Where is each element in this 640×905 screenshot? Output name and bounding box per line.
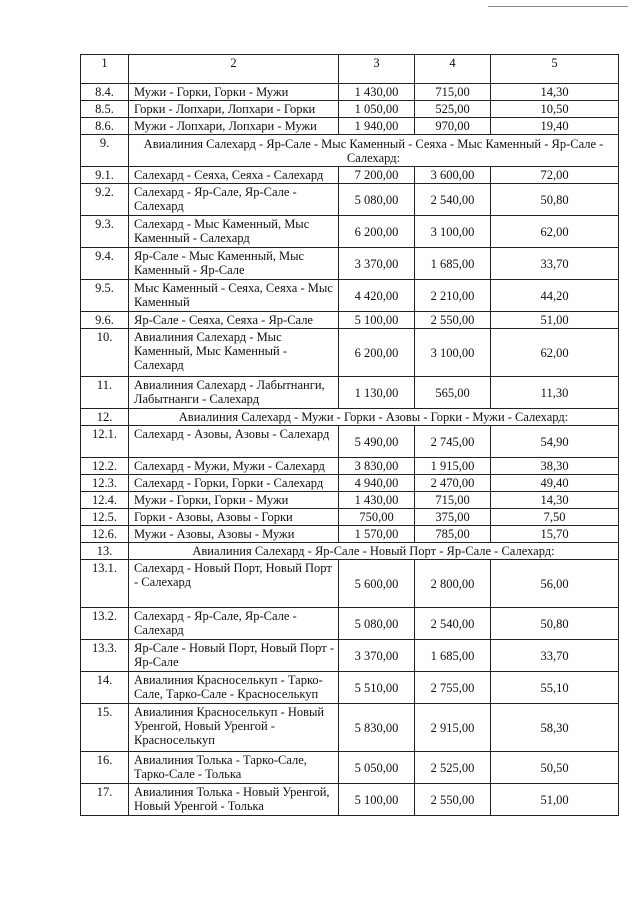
table-row: [81, 248, 619, 280]
header-row: [81, 55, 619, 84]
table-row: [81, 672, 619, 704]
row-number: 10.: [81, 329, 129, 377]
fare-col5: 33,70: [491, 248, 619, 280]
fare-col4: 2 550,00: [415, 312, 491, 329]
table-row: [81, 84, 619, 101]
row-number: 11.: [81, 377, 129, 409]
route-description: Авиалиния Толька - Тарко-Сале, Тарко-Сале - Толька: [129, 752, 339, 784]
row-number: 14.: [81, 672, 129, 704]
route-description: Салехард - Яр-Сале, Яр-Сале - Салехард: [129, 608, 339, 640]
table-row: [81, 426, 619, 458]
fare-col5: 56,00: [491, 560, 619, 608]
fare-col3: 4 420,00: [339, 280, 415, 312]
fare-col4: 2 755,00: [415, 672, 491, 704]
fare-col3: 3 830,00: [339, 458, 415, 475]
fare-col4: 2 540,00: [415, 184, 491, 216]
fare-col3: 1 570,00: [339, 526, 415, 543]
fare-col5: 33,70: [491, 640, 619, 672]
fare-col3: 5 510,00: [339, 672, 415, 704]
table-row: [81, 458, 619, 475]
row-number: 13.3.: [81, 640, 129, 672]
route-description: Салехард - Мыс Каменный, Мыс Каменный - Салехард: [129, 216, 339, 248]
route-description: Мужи - Горки, Горки - Мужи: [129, 84, 339, 101]
row-number: 12.1.: [81, 426, 129, 458]
fare-col5: 50,50: [491, 752, 619, 784]
fare-col3: 5 830,00: [339, 704, 415, 752]
row-number: 12.3.: [81, 475, 129, 492]
fare-col4: 715,00: [415, 84, 491, 101]
route-description: Авиалиния Толька - Новый Уренгой, Новый Уренгой - Толька: [129, 784, 339, 816]
row-number: 17.: [81, 784, 129, 816]
header-cell: 5: [491, 55, 619, 84]
fare-col4: 3 100,00: [415, 329, 491, 377]
section-title: Авиалиния Салехард - Яр-Сале - Новый Порт - Яр-Сале - Салехард:: [129, 543, 619, 560]
fare-col5: 7,50: [491, 509, 619, 526]
table-row: [81, 280, 619, 312]
route-description: Салехард - Сеяха, Сеяха - Салехард: [129, 167, 339, 184]
header-cell: 3: [339, 55, 415, 84]
fare-col4: 2 800,00: [415, 560, 491, 608]
route-description: Яр-Сале - Новый Порт, Новый Порт - Яр-Сале: [129, 640, 339, 672]
route-description: Авиалиния Красноселькуп - Новый Уренгой, Новый Уренгой - Красноселькуп: [129, 704, 339, 752]
row-number: 13.2.: [81, 608, 129, 640]
fare-col3: 1 940,00: [339, 118, 415, 135]
header-cell: 2: [129, 55, 339, 84]
fare-col5: 51,00: [491, 784, 619, 816]
fare-col4: 525,00: [415, 101, 491, 118]
row-number: 9.6.: [81, 312, 129, 329]
fare-col5: 50,80: [491, 184, 619, 216]
fare-col3: 5 490,00: [339, 426, 415, 458]
row-number: 9.1.: [81, 167, 129, 184]
fare-col4: 715,00: [415, 492, 491, 509]
fare-col3: 7 200,00: [339, 167, 415, 184]
table-row: [81, 509, 619, 526]
fare-col3: 1 130,00: [339, 377, 415, 409]
fare-col5: 54,90: [491, 426, 619, 458]
table-row: [81, 752, 619, 784]
route-description: Мужи - Азовы, Азовы - Мужи: [129, 526, 339, 543]
fare-col5: 50,80: [491, 608, 619, 640]
fare-col4: 1 685,00: [415, 248, 491, 280]
row-number: 9.: [81, 135, 129, 167]
route-description: Горки - Лопхари, Лопхари - Горки: [129, 101, 339, 118]
fare-col4: 375,00: [415, 509, 491, 526]
table-row: [81, 118, 619, 135]
fare-col3: 5 100,00: [339, 784, 415, 816]
header-cell: 1: [81, 55, 129, 84]
fare-col3: 5 100,00: [339, 312, 415, 329]
top-rule: [488, 6, 628, 7]
route-description: Салехард - Мужи, Мужи - Салехард: [129, 458, 339, 475]
row-number: 9.4.: [81, 248, 129, 280]
fare-col3: 4 940,00: [339, 475, 415, 492]
fare-col5: 49,40: [491, 475, 619, 492]
fare-col5: 62,00: [491, 216, 619, 248]
table-row: [81, 312, 619, 329]
row-number: 12.6.: [81, 526, 129, 543]
fare-col3: 6 200,00: [339, 329, 415, 377]
route-description: Салехард - Яр-Сале, Яр-Сале - Салехард: [129, 184, 339, 216]
row-number: 12.: [81, 409, 129, 426]
section-row: [81, 135, 619, 167]
route-description: Яр-Сале - Сеяха, Сеяха - Яр-Сале: [129, 312, 339, 329]
fare-col4: 2 915,00: [415, 704, 491, 752]
fare-col5: 38,30: [491, 458, 619, 475]
table-row: [81, 101, 619, 118]
fare-col4: 785,00: [415, 526, 491, 543]
fare-col5: 10,50: [491, 101, 619, 118]
fare-col5: 15,70: [491, 526, 619, 543]
fare-col4: 970,00: [415, 118, 491, 135]
route-description: Авиалиния Салехард - Мыс Каменный, Мыс Каменный - Салехард: [129, 329, 339, 377]
table-row: [81, 167, 619, 184]
section-title: Авиалиния Салехард - Яр-Сале - Мыс Каменный - Сеяха - Мыс Каменный - Яр-Сале - Салехард:: [129, 135, 619, 167]
fare-col3: 5 080,00: [339, 608, 415, 640]
fare-col4: 2 745,00: [415, 426, 491, 458]
fare-col5: 55,10: [491, 672, 619, 704]
route-description: Мужи - Лопхари, Лопхари - Мужи: [129, 118, 339, 135]
row-number: 12.4.: [81, 492, 129, 509]
table-row: [81, 377, 619, 409]
fare-col3: 750,00: [339, 509, 415, 526]
row-number: 9.2.: [81, 184, 129, 216]
table-row: [81, 184, 619, 216]
row-number: 12.5.: [81, 509, 129, 526]
fare-col5: 72,00: [491, 167, 619, 184]
route-description: Мужи - Горки, Горки - Мужи: [129, 492, 339, 509]
table-row: [81, 216, 619, 248]
fare-col3: 5 050,00: [339, 752, 415, 784]
fare-col4: 2 540,00: [415, 608, 491, 640]
table-row: [81, 475, 619, 492]
fare-col3: 5 080,00: [339, 184, 415, 216]
fare-col3: 6 200,00: [339, 216, 415, 248]
table-row: [81, 526, 619, 543]
row-number: 12.2.: [81, 458, 129, 475]
tariff-table: [80, 54, 619, 816]
route-description: Салехард - Азовы, Азовы - Салехард: [129, 426, 339, 458]
fare-col4: 565,00: [415, 377, 491, 409]
table-row: [81, 329, 619, 377]
row-number: 9.3.: [81, 216, 129, 248]
fare-col4: 2 210,00: [415, 280, 491, 312]
section-row: [81, 543, 619, 560]
fare-col5: 58,30: [491, 704, 619, 752]
row-number: 9.5.: [81, 280, 129, 312]
fare-col3: 3 370,00: [339, 248, 415, 280]
fare-col5: 44,20: [491, 280, 619, 312]
route-description: Авиалиния Салехард - Лабытнанги, Лабытнанги - Салехард: [129, 377, 339, 409]
route-description: Мыс Каменный - Сеяха, Сеяха - Мыс Каменный: [129, 280, 339, 312]
fare-col3: 3 370,00: [339, 640, 415, 672]
fare-col3: 1 050,00: [339, 101, 415, 118]
row-number: 13.1.: [81, 560, 129, 608]
table-row: [81, 492, 619, 509]
table-row: [81, 784, 619, 816]
fare-col3: 1 430,00: [339, 492, 415, 509]
fare-col4: 1 685,00: [415, 640, 491, 672]
route-description: Авиалиния Красноселькуп - Тарко-Сале, Тарко-Сале - Красноселькуп: [129, 672, 339, 704]
row-number: 16.: [81, 752, 129, 784]
table-row: [81, 608, 619, 640]
fare-col4: 3 100,00: [415, 216, 491, 248]
fare-col4: 2 470,00: [415, 475, 491, 492]
fare-col5: 19,40: [491, 118, 619, 135]
fare-col4: 1 915,00: [415, 458, 491, 475]
table-row: [81, 640, 619, 672]
fare-col5: 14,30: [491, 84, 619, 101]
section-title: Авиалиния Салехард - Мужи - Горки - Азовы - Горки - Мужи - Салехард:: [129, 409, 619, 426]
route-description: Салехард - Горки, Горки - Салехард: [129, 475, 339, 492]
fare-col3: 5 600,00: [339, 560, 415, 608]
route-description: Яр-Сале - Мыс Каменный, Мыс Каменный - Яр-Сале: [129, 248, 339, 280]
fare-col5: 51,00: [491, 312, 619, 329]
table-row: [81, 560, 619, 608]
route-description: Салехард - Новый Порт, Новый Порт - Салехард: [129, 560, 339, 608]
fare-col4: 2 525,00: [415, 752, 491, 784]
row-number: 8.5.: [81, 101, 129, 118]
route-description: Горки - Азовы, Азовы - Горки: [129, 509, 339, 526]
row-number: 15.: [81, 704, 129, 752]
header-cell: 4: [415, 55, 491, 84]
row-number: 13.: [81, 543, 129, 560]
table-row: [81, 704, 619, 752]
section-row: [81, 409, 619, 426]
fare-col4: 3 600,00: [415, 167, 491, 184]
row-number: 8.6.: [81, 118, 129, 135]
row-number: 8.4.: [81, 84, 129, 101]
fare-col5: 62,00: [491, 329, 619, 377]
fare-col4: 2 550,00: [415, 784, 491, 816]
fare-col5: 14,30: [491, 492, 619, 509]
fare-col5: 11,30: [491, 377, 619, 409]
fare-col3: 1 430,00: [339, 84, 415, 101]
